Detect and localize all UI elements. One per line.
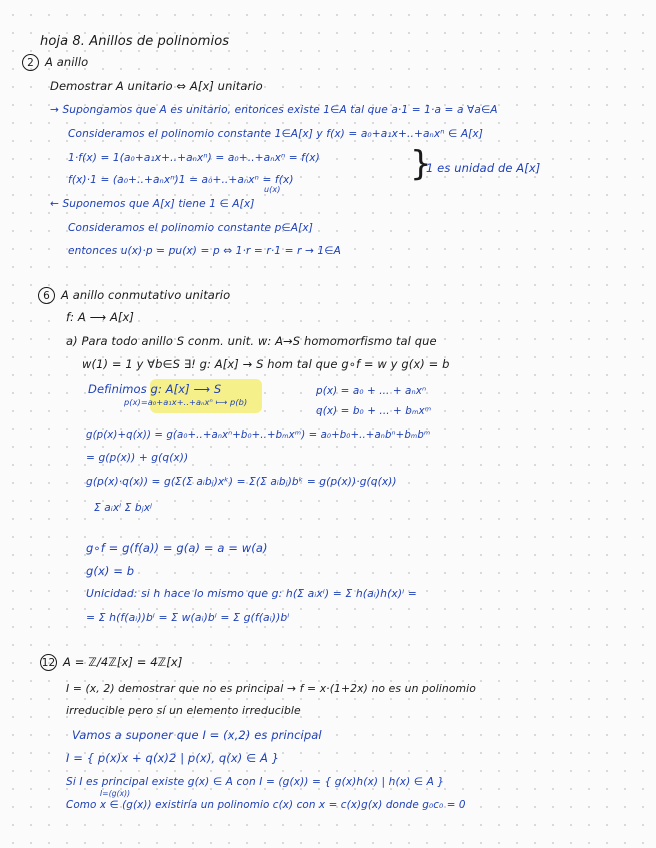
note-line: Como x ∈ (g(x)) existiría un polinomio c(x) con x = c(x)g(x) donde g₀c₀ = 0 <box>66 799 466 811</box>
note-line: Definimos g: A[x] ⟶ S <box>88 382 222 396</box>
exercise-heading-text: A anillo conmutativo unitario <box>61 288 231 302</box>
note-line: Demostrar A unitario ⇔ A[x] unitario <box>50 79 263 93</box>
note-line: ← Suponemos que A[x] tiene 1 ∈ A[x] <box>50 198 255 210</box>
superscript-note: u(x) <box>264 185 281 194</box>
note-line: Vamos a suponer que I = (x,2) es principal <box>72 728 322 742</box>
note-line: p(x)=a₀+a₁x+..+aₙxⁿ ⟼ p(b) <box>124 397 248 407</box>
superscript-note: I=(g(x)) <box>100 789 131 798</box>
brace-symbol: } <box>410 144 432 184</box>
note-line: w(1) = 1 y ∀b∈S ∃! g: A[x] → S hom tal que g∘f = w y g(x) = b <box>82 357 450 371</box>
note-line: irreducible pero sí un elemento irreducible <box>66 704 301 717</box>
map-definition: f: A ⟶ A[x] <box>66 310 134 324</box>
note-line: g(x) = b <box>86 564 135 578</box>
note-line: = g(p(x)) + g(q(x)) <box>86 452 189 464</box>
exercise-number-badge: 12 <box>40 654 57 671</box>
note-line: g(p(x)·q(x)) = g(Σ(Σ aᵢbⱼ)xᵏ) = Σ(Σ aᵢbⱼ)bᵏ = g(p(x))·g(q(x)) <box>86 476 397 488</box>
brace-note: 1 es unidad de A[x] <box>426 161 541 175</box>
note-line: a) Para todo anillo S conm. unit. w: A→S homomorfismo tal que <box>66 334 437 348</box>
note-line: Consideramos el polinomio constante 1∈A[x] y f(x) = a₀+a₁x+..+aₙxⁿ ∈ A[x] <box>68 128 483 140</box>
note-line: Consideramos el polinomio constante p∈A[x] <box>68 222 313 234</box>
note-line: p(x) = a₀ + ... + aₙxⁿ <box>316 385 427 397</box>
note-line: Σ aᵢxⁱ Σ bⱼxʲ <box>94 502 153 514</box>
exercise-6-heading <box>38 287 230 304</box>
note-line: q(x) = b₀ + ... + bₘxᵐ <box>316 405 432 417</box>
note-line: I = (x, 2) demostrar que no es principal → f = x·(1+2x) no es un polinomio <box>66 682 476 695</box>
note-line: I = { p(x)x + q(x)2 | p(x), q(x) ∈ A } <box>66 751 280 765</box>
note-line: entonces u(x)·p = pu(x) = p ⇔ 1·r = r·1 = r → 1∈A <box>68 245 341 257</box>
exercise-heading-text: A = ℤ/4ℤ[x] = 4ℤ[x] <box>63 655 183 669</box>
exercise-heading-text: A anillo <box>45 55 89 69</box>
exercise-2-heading <box>22 54 88 71</box>
note-line: g(p(x)+q(x)) = g(a₀+..+aₙxⁿ+b₀+..+bₘxᵐ) = a₀+b₀+..+aₙbⁿ+bₘbᵐ <box>86 430 431 441</box>
note-line: Si I es principal existe g(x) ∈ A con I = (g(x)) = { g(x)h(x) | h(x) ∈ A } <box>66 776 445 788</box>
note-line: Unicidad: si h hace lo mismo que g: h(Σ aᵢxⁱ) = Σ h(aᵢ)h(x)ⁱ = <box>86 587 417 600</box>
note-line: 1·f(x) = 1(a₀+a₁x+..+aₙxⁿ) = a₀+..+aₙxⁿ = f(x) <box>68 152 320 164</box>
note-line: = Σ h(f(aᵢ))bⁱ = Σ w(aᵢ)bⁱ = Σ g(f(aᵢ))bⁱ <box>86 611 290 624</box>
note-line: f(x)·1 = (a₀+..+aₙxⁿ)1 = a₀+..+aₙxⁿ = f(x) <box>68 174 294 186</box>
exercise-number-badge: 2 <box>22 54 39 71</box>
page-title: hoja 8. Anillos de polinomios <box>40 34 230 49</box>
note-line: g∘f = g(f(a)) = g(a) = a = w(a) <box>86 541 268 555</box>
exercise-12-heading <box>40 654 182 671</box>
note-line: → Supongamos que A es unitario, entonces existe 1∈A tal que a·1 = 1·a = a ∀a∈A <box>50 104 498 116</box>
exercise-number-badge: 6 <box>38 287 55 304</box>
